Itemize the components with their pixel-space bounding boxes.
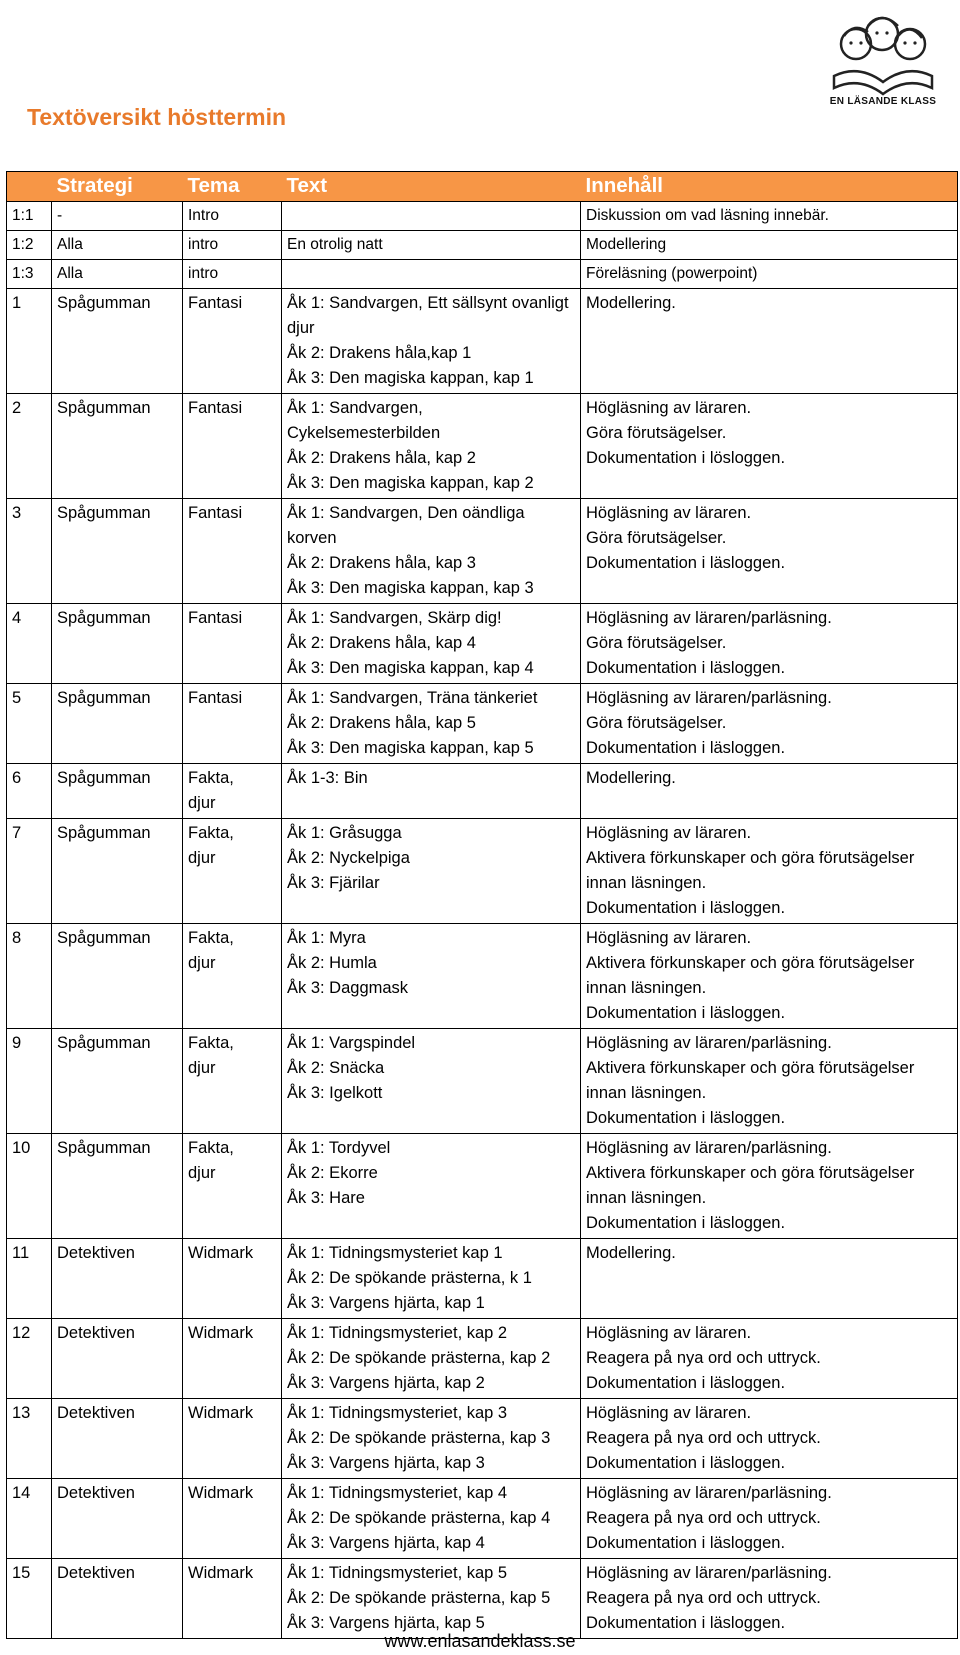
row-tema: Widmark (183, 1399, 282, 1479)
row-strategi: Spågumman (52, 924, 183, 1029)
table-header-row (7, 172, 958, 202)
row-number: 13 (7, 1399, 52, 1479)
row-strategi: Alla (52, 231, 183, 260)
row-text: Åk 1: Tidningsmysteriet kap 1 Åk 2: De spökande prästerna, k 1 Åk 3: Vargens hjärta, kap 1 (282, 1239, 581, 1319)
row-number: 6 (7, 764, 52, 819)
row-innehall: Högläsning av läraren. Göra förutsägelser. Dokumentation i lösloggen. (581, 394, 958, 499)
row-strategi: Spågumman (52, 394, 183, 499)
table-row (7, 604, 958, 684)
row-innehall: Högläsning av läraren. Göra förutsägelser. Dokumentation i läsloggen. (581, 499, 958, 604)
row-innehall: Högläsning av läraren/parläsning. Göra förutsägelser. Dokumentation i läsloggen. (581, 604, 958, 684)
row-innehall: Modellering (581, 231, 958, 260)
table-row (7, 499, 958, 604)
row-text: Åk 1: Tidningsmysteriet, kap 4 Åk 2: De spökande prästerna, kap 4 Åk 3: Vargens hjärta, kap 4 (282, 1479, 581, 1559)
row-strategi: Detektiven (52, 1319, 183, 1399)
row-tema: intro (183, 260, 282, 289)
row-strategi: Spågumman (52, 684, 183, 764)
table-row (7, 1319, 958, 1399)
row-strategi: Detektiven (52, 1479, 183, 1559)
row-innehall: Högläsning av läraren/parläsning. Aktivera förkunskaper och göra förutsägelser innan läsningen. Dokumentation i läsloggen. (581, 1134, 958, 1239)
table-row (7, 289, 958, 394)
column-header-innehall: Innehåll (581, 172, 958, 202)
row-text: Åk 1: Tidningsmysteriet, kap 3 Åk 2: De spökande prästerna, kap 3 Åk 3: Vargens hjärta, kap 3 (282, 1399, 581, 1479)
row-tema: Fantasi (183, 684, 282, 764)
row-innehall: Högläsning av läraren. Aktivera förkunskaper och göra förutsägelser innan läsningen. Dokumentation i läsloggen. (581, 819, 958, 924)
row-number: 8 (7, 924, 52, 1029)
row-text: Åk 1: Sandvargen, Ett sällsynt ovanligt djur Åk 2: Drakens håla,kap 1 Åk 3: Den magiska kappan, kap 1 (282, 289, 581, 394)
row-innehall: Modellering. (581, 764, 958, 819)
row-number: 1:3 (7, 260, 52, 289)
row-innehall: Högläsning av läraren/parläsning. Reagera på nya ord och uttryck. Dokumentation i läsloggen. (581, 1559, 958, 1639)
row-number: 5 (7, 684, 52, 764)
table-row (7, 1239, 958, 1319)
row-tema: Fantasi (183, 604, 282, 684)
row-number: 10 (7, 1134, 52, 1239)
row-tema: Fantasi (183, 499, 282, 604)
row-tema: Widmark (183, 1559, 282, 1639)
page-title: Textöversikt hösttermin (27, 104, 287, 130)
row-number: 12 (7, 1319, 52, 1399)
row-text: Åk 1: Sandvargen, Skärp dig! Åk 2: Drakens håla, kap 4 Åk 3: Den magiska kappan, kap 4 (282, 604, 581, 684)
row-tema: Widmark (183, 1479, 282, 1559)
row-number: 15 (7, 1559, 52, 1639)
row-strategi: Alla (52, 260, 183, 289)
column-header-text: Text (282, 172, 581, 202)
row-tema: Widmark (183, 1239, 282, 1319)
row-strategi: Spågumman (52, 1134, 183, 1239)
row-number: 3 (7, 499, 52, 604)
row-tema: Fakta, djur (183, 819, 282, 924)
row-tema: Fantasi (183, 394, 282, 499)
row-tema: intro (183, 231, 282, 260)
table-row (7, 1134, 958, 1239)
row-strategi: Spågumman (52, 764, 183, 819)
row-tema: Fakta, djur (183, 1134, 282, 1239)
row-innehall: Högläsning av läraren/parläsning. Aktivera förkunskaper och göra förutsägelser innan läsningen. Dokumentation i läsloggen. (581, 1029, 958, 1134)
row-text: Åk 1: Gråsugga Åk 2: Nyckelpiga Åk 3: Fjärilar (282, 819, 581, 924)
column-header-number (7, 172, 52, 202)
row-strategi: Detektiven (52, 1239, 183, 1319)
row-tema: Fakta, djur (183, 1029, 282, 1134)
table-row (7, 231, 958, 260)
row-tema: Fakta, djur (183, 924, 282, 1029)
row-innehall: Diskussion om vad läsning innebär. (581, 202, 958, 231)
row-number: 4 (7, 604, 52, 684)
table-row (7, 202, 958, 231)
row-text (282, 202, 581, 231)
row-text: Åk 1: Sandvargen, Cykelsemesterbilden Åk 2: Drakens håla, kap 2 Åk 3: Den magiska kappan, kap 2 (282, 394, 581, 499)
row-tema: Widmark (183, 1319, 282, 1399)
row-number: 1:2 (7, 231, 52, 260)
table-row (7, 1559, 958, 1639)
table-row (7, 394, 958, 499)
table-row (7, 260, 958, 289)
row-strategi: Spågumman (52, 499, 183, 604)
logo (826, 6, 940, 126)
row-text: Åk 1-3: Bin (282, 764, 581, 819)
row-tema: Fantasi (183, 289, 282, 394)
row-text: Åk 1: Tidningsmysteriet, kap 5 Åk 2: De spökande prästerna, kap 5 Åk 3: Vargens hjärta, kap 5 (282, 1559, 581, 1639)
row-innehall: Högläsning av läraren. Reagera på nya ord och uttryck. Dokumentation i läsloggen. (581, 1319, 958, 1399)
row-text: Åk 1: Vargspindel Åk 2: Snäcka Åk 3: Igelkott (282, 1029, 581, 1134)
row-text: En otrolig natt (282, 231, 581, 260)
table-row (7, 1479, 958, 1559)
row-number: 9 (7, 1029, 52, 1134)
logo-text: EN LÄSANDE KLASS (829, 96, 937, 107)
table-row (7, 764, 958, 819)
row-innehall: Föreläsning (powerpoint) (581, 260, 958, 289)
row-number: 7 (7, 819, 52, 924)
table-row (7, 924, 958, 1029)
row-tema: Fakta, djur (183, 764, 282, 819)
row-number: 2 (7, 394, 52, 499)
row-text (282, 260, 581, 289)
row-innehall: Högläsning av läraren. Reagera på nya ord och uttryck. Dokumentation i läsloggen. (581, 1399, 958, 1479)
table-row (7, 684, 958, 764)
table-row (7, 1029, 958, 1134)
row-innehall: Modellering. (581, 289, 958, 394)
row-strategi: Spågumman (52, 604, 183, 684)
row-innehall: Modellering. (581, 1239, 958, 1319)
row-text: Åk 1: Sandvargen, Den oändliga korven Åk 2: Drakens håla, kap 3 Åk 3: Den magiska kappan, kap 3 (282, 499, 581, 604)
children-reading-logo-icon (826, 6, 940, 98)
row-text: Åk 1: Tidningsmysteriet, kap 2 Åk 2: De spökande prästerna, kap 2 Åk 3: Vargens hjärta, kap 2 (282, 1319, 581, 1399)
row-innehall: Högläsning av läraren/parläsning. Göra förutsägelser. Dokumentation i läsloggen. (581, 684, 958, 764)
row-number: 11 (7, 1239, 52, 1319)
row-text: Åk 1: Tordyvel Åk 2: Ekorre Åk 3: Hare (282, 1134, 581, 1239)
text-overview-table (6, 171, 958, 1639)
table-row (7, 1399, 958, 1479)
row-innehall: Högläsning av läraren/parläsning. Reagera på nya ord och uttryck. Dokumentation i läsloggen. (581, 1479, 958, 1559)
row-strategi: Spågumman (52, 289, 183, 394)
row-strategi: Spågumman (52, 819, 183, 924)
column-header-strategi: Strategi (52, 172, 183, 202)
row-number: 1:1 (7, 202, 52, 231)
row-tema: Intro (183, 202, 282, 231)
row-strategi: - (52, 202, 183, 231)
row-strategi: Detektiven (52, 1399, 183, 1479)
footer-url: www.enlasandeklass.se (384, 1631, 576, 1651)
row-text: Åk 1: Sandvargen, Träna tänkeriet Åk 2: Drakens håla, kap 5 Åk 3: Den magiska kappan, kap 5 (282, 684, 581, 764)
row-strategi: Spågumman (52, 1029, 183, 1134)
row-number: 1 (7, 289, 52, 394)
row-number: 14 (7, 1479, 52, 1559)
row-strategi: Detektiven (52, 1559, 183, 1639)
row-text: Åk 1: Myra Åk 2: Humla Åk 3: Daggmask (282, 924, 581, 1029)
row-innehall: Högläsning av läraren. Aktivera förkunskaper och göra förutsägelser innan läsningen. Dokumentation i läsloggen. (581, 924, 958, 1029)
table-row (7, 819, 958, 924)
column-header-tema: Tema (183, 172, 282, 202)
